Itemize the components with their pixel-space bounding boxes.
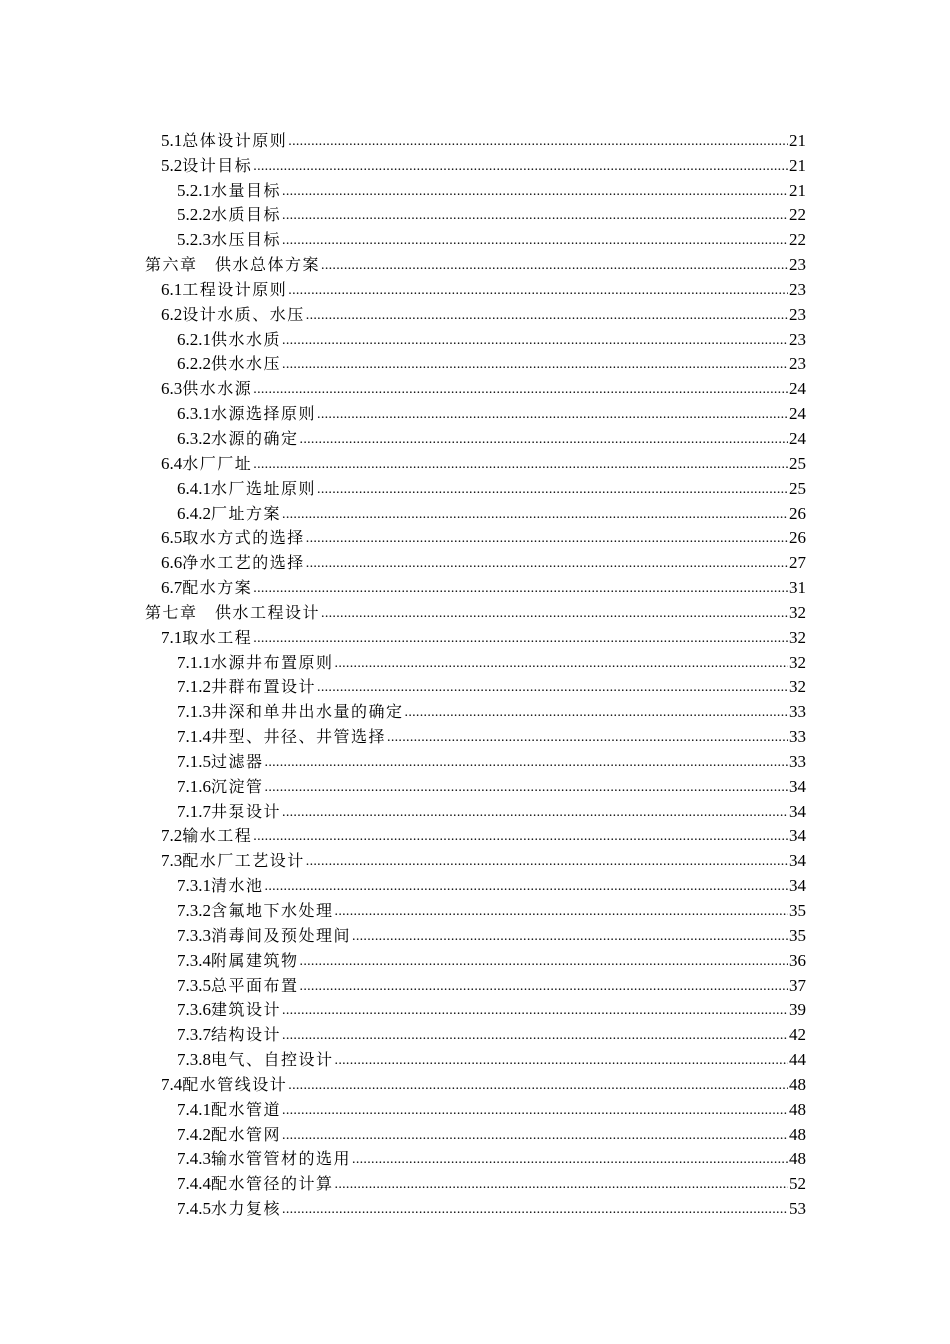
toc-entry[interactable] [0, 573, 950, 598]
toc-dot-leader [282, 504, 788, 524]
toc-entry-number: 7.3.5 [177, 975, 211, 995]
toc-entry[interactable] [0, 673, 950, 698]
toc-dot-leader [306, 851, 788, 871]
toc-entry[interactable] [0, 871, 950, 896]
toc-entry-page-number: 25 [789, 453, 806, 473]
toc-entry-number: 6.1 [161, 279, 183, 299]
toc-entry-title: 设计目标 [182, 155, 253, 175]
toc-dot-leader [282, 1199, 788, 1219]
toc-entry-title: 水源井布置原则 [211, 652, 334, 672]
toc-dot-leader [253, 826, 788, 846]
toc-entry[interactable] [0, 598, 950, 623]
toc-entry-number: 7.3 [161, 851, 183, 871]
toc-entry[interactable] [0, 499, 950, 524]
toc-entry-title: 附属建筑物 [211, 950, 299, 970]
toc-entry-page-number: 34 [789, 801, 806, 821]
toc-dot-leader [387, 727, 788, 747]
toc-entry-title: 配水方案 [182, 578, 253, 598]
toc-entry-page-number: 44 [789, 1050, 806, 1070]
toc-entry-title: 水量目标 [211, 180, 282, 200]
toc-entry-page-number: 22 [789, 205, 806, 225]
toc-entry-title: 设计水质、水压 [182, 304, 305, 324]
toc-entry-page-number: 36 [789, 950, 806, 970]
toc-entry-number: 6.7 [161, 578, 183, 598]
toc-entry-number: 5.2 [161, 155, 183, 175]
toc-dot-leader [282, 181, 788, 201]
toc-entry[interactable] [0, 797, 950, 822]
toc-entry[interactable] [0, 846, 950, 871]
toc-entry-number: 7.4.4 [177, 1174, 211, 1194]
toc-dot-leader [282, 1100, 788, 1120]
toc-dot-leader [282, 230, 788, 250]
toc-entry-title: 沉淀管 [211, 776, 264, 796]
toc-entry-number: 6.3.1 [177, 404, 211, 424]
toc-dot-leader [317, 404, 788, 424]
toc-dot-leader [352, 1149, 788, 1169]
toc-dot-leader [300, 976, 788, 996]
toc-entry-page-number: 26 [789, 528, 806, 548]
toc-entry-page-number: 23 [789, 255, 806, 275]
toc-entry[interactable] [0, 1194, 950, 1219]
toc-entry[interactable] [0, 1095, 950, 1120]
toc-entry-page-number: 48 [789, 1099, 806, 1119]
toc-dot-leader [317, 479, 788, 499]
toc-entry[interactable] [0, 350, 950, 375]
toc-entry[interactable] [0, 697, 950, 722]
toc-entry-page-number: 33 [789, 727, 806, 747]
toc-entry-title: 供水水压 [211, 354, 282, 374]
toc-entry[interactable] [0, 126, 950, 151]
toc-entry-number: 7.3.7 [177, 1025, 211, 1045]
toc-dot-leader [253, 578, 788, 598]
toc-entry-number: 7.1.2 [177, 677, 211, 697]
toc-dot-leader [265, 777, 788, 797]
toc-entry-number: 7.4.3 [177, 1149, 211, 1169]
toc-entry[interactable] [0, 524, 950, 549]
toc-entry-number: 7.3.8 [177, 1050, 211, 1070]
toc-entry[interactable] [0, 176, 950, 201]
toc-entry[interactable] [0, 374, 950, 399]
toc-entry-title: 第六章 供水总体方案 [145, 255, 321, 275]
toc-entry-page-number: 53 [789, 1199, 806, 1219]
toc-entry[interactable] [0, 201, 950, 226]
toc-entry-page-number: 24 [789, 379, 806, 399]
toc-entry-number: 5.2.1 [177, 180, 211, 200]
toc-entry[interactable] [0, 548, 950, 573]
toc-entry[interactable] [0, 1120, 950, 1145]
toc-entry-page-number: 26 [789, 503, 806, 523]
toc-entry-number: 7.1.1 [177, 652, 211, 672]
toc-entry-page-number: 25 [789, 478, 806, 498]
toc-entry-number: 6.4.2 [177, 503, 211, 523]
toc-entry-title: 厂址方案 [211, 503, 282, 523]
toc-dot-leader [282, 802, 788, 822]
toc-entry-page-number: 35 [789, 901, 806, 920]
toc-dot-leader [335, 1174, 788, 1194]
toc-entry-title: 井群布置设计 [211, 677, 317, 697]
toc-entry-title: 供水水质 [211, 329, 282, 349]
toc-entry-page-number: 52 [789, 1174, 806, 1194]
toc-entry-title: 供水水源 [182, 379, 253, 399]
toc-dot-leader [288, 1075, 788, 1095]
toc-entry-title: 配水管径的计算 [211, 1174, 334, 1194]
toc-entry-page-number: 34 [789, 776, 806, 796]
toc-entry-number: 7.1.4 [177, 727, 211, 747]
toc-dot-leader [282, 330, 788, 350]
toc-entry-number: 6.4 [161, 453, 183, 473]
toc-entry-page-number: 34 [789, 876, 806, 896]
toc-dot-leader [253, 454, 788, 474]
toc-dot-leader [306, 528, 788, 548]
toc-entry-page-number: 42 [789, 1025, 806, 1045]
toc-entry-title: 配水管网 [211, 1124, 282, 1144]
toc-dot-leader [335, 1050, 788, 1070]
toc-entry-page-number: 21 [789, 130, 806, 150]
toc-entry[interactable] [0, 325, 950, 350]
toc-entry-number: 6.3 [161, 379, 183, 399]
toc-dot-leader [306, 553, 788, 573]
toc-entry[interactable] [0, 449, 950, 474]
toc-dot-leader [300, 429, 788, 449]
toc-entry[interactable] [0, 971, 950, 996]
toc-entry-number: 7.2 [161, 826, 183, 846]
toc-entry-page-number: 32 [789, 627, 806, 647]
toc-entry-number: 7.3.3 [177, 925, 211, 945]
toc-entry[interactable] [0, 151, 950, 176]
toc-entry-title: 电气、自控设计 [211, 1050, 334, 1070]
toc-entry-title: 清水池 [211, 876, 264, 896]
toc-entry[interactable] [0, 772, 950, 797]
toc-entry-page-number: 34 [789, 826, 806, 846]
toc-dot-leader [253, 628, 788, 648]
toc-entry-page-number: 39 [789, 1000, 806, 1020]
toc-entry-title: 含氟地下水处理 [211, 901, 334, 920]
toc-entry[interactable] [0, 747, 950, 772]
toc-entry-page-number: 48 [789, 1074, 806, 1094]
toc-entry-number: 5.2.2 [177, 205, 211, 225]
toc-entry-number: 6.2.1 [177, 329, 211, 349]
toc-entry-page-number: 48 [789, 1124, 806, 1144]
toc-dot-leader [335, 653, 788, 673]
toc-entry-page-number: 32 [789, 652, 806, 672]
toc-entry[interactable] [0, 896, 950, 921]
toc-entry-page-number: 35 [789, 925, 806, 945]
toc-entry-title: 建筑设计 [211, 1000, 282, 1020]
toc-dot-leader [282, 1000, 788, 1020]
toc-entry-title: 井型、井径、井管选择 [211, 727, 387, 747]
toc-entry-number: 7.4 [161, 1074, 183, 1094]
toc-entry-page-number: 37 [789, 975, 806, 995]
toc-entry-page-number: 27 [789, 553, 806, 573]
toc-dot-leader [300, 951, 788, 971]
toc-entry-number: 7.3.4 [177, 950, 211, 970]
toc-entry-number: 7.3.1 [177, 876, 211, 896]
toc-entry-title: 井泵设计 [211, 801, 282, 821]
toc-entry-page-number: 32 [789, 677, 806, 697]
toc-entry[interactable] [0, 996, 950, 1021]
toc-entry[interactable] [0, 424, 950, 449]
toc-entry[interactable] [0, 275, 950, 300]
toc-entry-title: 工程设计原则 [182, 279, 288, 299]
toc-dot-leader [405, 702, 788, 722]
toc-entry-title: 水厂选址原则 [211, 478, 317, 498]
toc-entry-page-number: 23 [789, 354, 806, 374]
toc-entry-page-number: 21 [789, 155, 806, 175]
toc-entry-title: 总体设计原则 [182, 130, 288, 150]
toc-entry-number: 6.3.2 [177, 428, 211, 448]
toc-entry[interactable] [0, 946, 950, 971]
toc-dot-leader [317, 677, 788, 697]
toc-entry[interactable] [0, 399, 950, 424]
toc-entry-number: 7.1.3 [177, 702, 211, 722]
toc-entry-title: 水厂厂址 [182, 453, 253, 473]
toc-entry-title: 配水管线设计 [182, 1074, 288, 1094]
toc-entry-page-number: 33 [789, 702, 806, 722]
toc-entry[interactable] [0, 648, 950, 673]
toc-entry[interactable] [0, 1070, 950, 1095]
toc-entry-title: 取水方式的选择 [182, 528, 305, 548]
toc-entry-title: 水力复核 [211, 1199, 282, 1219]
toc-entry-page-number: 24 [789, 404, 806, 424]
toc-entry-number: 7.1.6 [177, 776, 211, 796]
toc-entry-title: 取水工程 [182, 627, 253, 647]
toc-dot-leader [288, 280, 788, 300]
toc-entry-number: 7.1.7 [177, 801, 211, 821]
toc-dot-leader [253, 379, 788, 399]
toc-entry-page-number: 31 [789, 578, 806, 598]
toc-entry-title: 配水管道 [211, 1099, 282, 1119]
toc-entry-page-number: 23 [789, 279, 806, 299]
toc-dot-leader [306, 305, 788, 325]
toc-entry-title: 净水工艺的选择 [182, 553, 305, 573]
toc-entry-number: 5.2.3 [177, 230, 211, 250]
toc-entry-title: 过滤器 [211, 751, 264, 771]
toc-dot-leader [253, 156, 788, 176]
toc-entry[interactable] [0, 921, 950, 946]
toc-entry[interactable] [0, 300, 950, 325]
toc-entry-title: 输水工程 [182, 826, 253, 846]
toc-entry-number: 5.1 [161, 130, 183, 150]
toc-entry[interactable] [0, 623, 950, 648]
toc-entry-page-number: 33 [789, 751, 806, 771]
toc-dot-leader [265, 752, 788, 772]
toc-entry-number: 7.3.6 [177, 1000, 211, 1020]
toc-entry-number: 7.4.2 [177, 1124, 211, 1144]
toc-entry-number: 6.6 [161, 553, 183, 573]
toc-entry[interactable] [0, 1145, 950, 1170]
toc-entry-number: 6.5 [161, 528, 183, 548]
toc-entry-title: 消毒间及预处理间 [211, 925, 352, 945]
toc-entry-number: 7.3.2 [177, 901, 211, 920]
toc-entry-page-number: 32 [789, 602, 806, 622]
toc-dot-leader [265, 876, 788, 896]
toc-entry[interactable] [0, 722, 950, 747]
table-of-contents [0, 126, 950, 1219]
toc-entry[interactable] [0, 250, 950, 275]
toc-entry-page-number: 24 [789, 428, 806, 448]
toc-entry-number: 6.2.2 [177, 354, 211, 374]
toc-entry-page-number: 23 [789, 304, 806, 324]
toc-entry-page-number: 23 [789, 329, 806, 349]
toc-entry-title: 输水管管材的选用 [211, 1149, 352, 1169]
toc-entry-title: 总平面布置 [211, 975, 299, 995]
toc-entry-number: 7.4.1 [177, 1099, 211, 1119]
toc-entry[interactable] [0, 474, 950, 499]
toc-entry-page-number: 21 [789, 180, 806, 200]
toc-entry[interactable] [0, 225, 950, 250]
toc-entry[interactable] [0, 1169, 950, 1194]
toc-entry-title: 水源选择原则 [211, 404, 317, 424]
toc-entry-title: 第七章 供水工程设计 [145, 602, 321, 622]
toc-dot-leader [282, 1025, 788, 1045]
toc-entry-page-number: 48 [789, 1149, 806, 1169]
toc-dot-leader [321, 255, 788, 275]
toc-entry[interactable] [0, 1045, 950, 1070]
toc-entry-number: 7.1.5 [177, 751, 211, 771]
toc-entry-title: 水质目标 [211, 205, 282, 225]
toc-entry-title: 结构设计 [211, 1025, 282, 1045]
toc-dot-leader [288, 131, 788, 151]
toc-entry-number: 6.2 [161, 304, 183, 324]
toc-entry-number: 6.4.1 [177, 478, 211, 498]
toc-entry-number: 7.4.5 [177, 1199, 211, 1219]
toc-dot-leader [335, 901, 788, 921]
toc-entry-title: 井深和单井出水量的确定 [211, 702, 404, 722]
toc-entry[interactable] [0, 1020, 950, 1045]
toc-dot-leader [282, 1125, 788, 1145]
toc-entry[interactable] [0, 822, 950, 847]
toc-dot-leader [282, 205, 788, 225]
toc-dot-leader [352, 926, 788, 946]
toc-entry-page-number: 34 [789, 851, 806, 871]
toc-entry-number: 7.1 [161, 627, 183, 647]
toc-entry-title: 水源的确定 [211, 428, 299, 448]
toc-dot-leader [282, 354, 788, 374]
toc-entry-title: 水压目标 [211, 230, 282, 250]
toc-entry-page-number: 22 [789, 230, 806, 250]
toc-dot-leader [321, 603, 788, 623]
toc-entry-title: 配水厂工艺设计 [182, 851, 305, 871]
